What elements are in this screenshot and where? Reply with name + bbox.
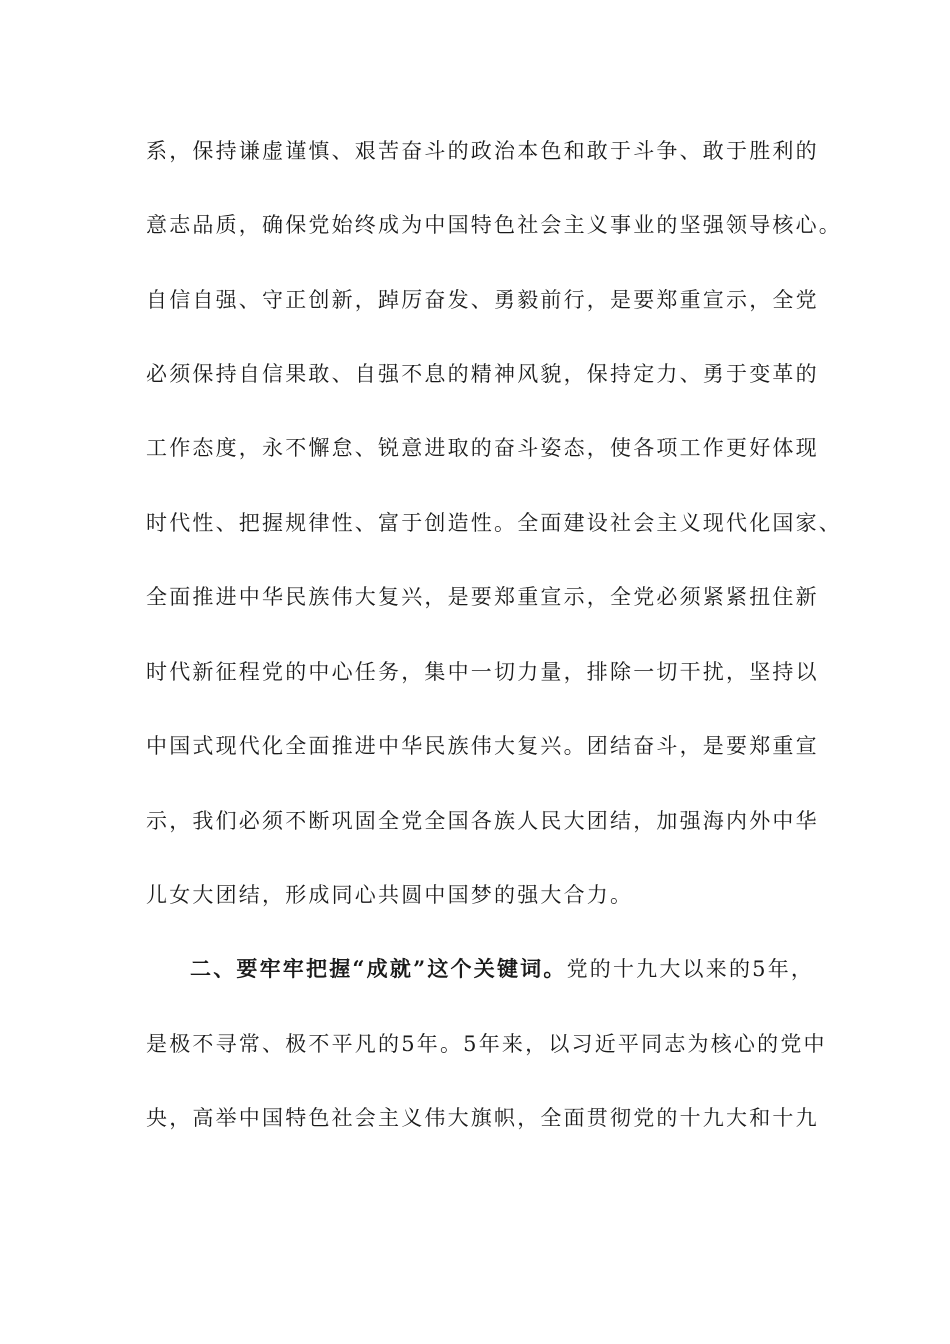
text-line: 工作态度，永不懈怠、锐意进取的奋斗姿态，使各项工作更好体现: [146, 436, 819, 460]
text-line: 自信自强、守正创新，踔厉奋发、勇毅前行，是要郑重宣示，全党: [146, 288, 819, 312]
text-line: 意志品质，确保党始终成为中国特色社会主义事业的坚强领导核心。: [146, 213, 842, 237]
section-heading-line: [190, 954, 870, 984]
text-line: 是极不寻常、极不平凡的5年。5年来，以习近平同志为核心的党中: [146, 1032, 827, 1056]
text-line: 央，高举中国特色社会主义伟大旗帜，全面贯彻党的十九大和十九: [146, 1106, 819, 1130]
text-line: 示，我们必须不断巩固全党全国各族人民大团结，加强海内外中华: [146, 809, 819, 833]
text-line: 时代新征程党的中心任务，集中一切力量，排除一切干扰，坚持以: [146, 660, 819, 684]
text-line: 儿女大团结，形成同心共圆中国梦的强大合力。: [146, 883, 634, 907]
text-line: 中国式现代化全面推进中华民族伟大复兴。团结奋斗，是要郑重宣: [146, 734, 819, 758]
text-line: 必须保持自信果敢、自强不息的精神风貌，保持定力、勇于变革的: [146, 362, 819, 386]
text-line: 全面推进中华民族伟大复兴，是要郑重宣示，全党必须紧紧扭住新: [146, 585, 819, 609]
text-line: 时代性、把握规律性、富于创造性。全面建设社会主义现代化国家、: [146, 511, 842, 535]
section-heading: 二、要牢牢把握“成就”这个关键词。: [190, 956, 567, 981]
text-span: 党的十九大以来的5年，: [566, 957, 815, 981]
text-line: 系，保持谦虚谨慎、艰苦奋斗的政治本色和敢于斗争、敢于胜利的: [146, 139, 819, 163]
